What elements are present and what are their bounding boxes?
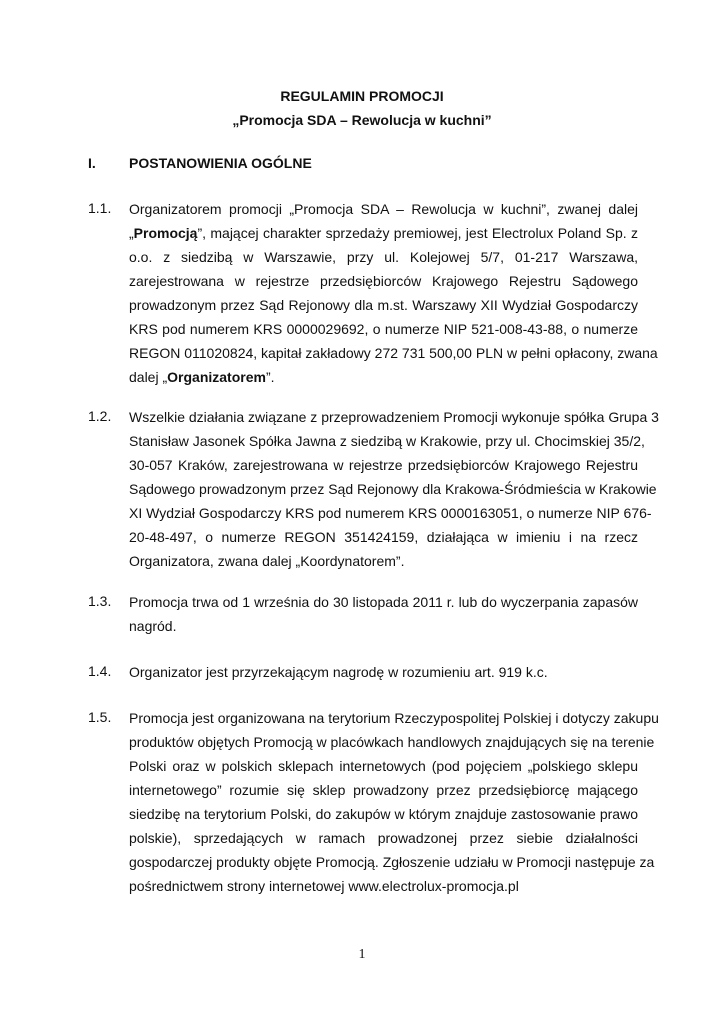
paragraph-line: 20-48-497, o numerze REGON 351424159, działająca w imieniu i na rzecz xyxy=(129,529,638,545)
paragraph-line: dalej „Organizatorem”. xyxy=(129,369,275,385)
paragraph-line: Sądowego prowadzonym przez Sąd Rejonowy dla Krakowa-Śródmieścia w Krakowie xyxy=(129,481,657,497)
paragraph-line: Stanisław Jasonek Spółka Jawna z siedzibą w Krakowie, przy ul. Chocimskiej 35/2, xyxy=(129,433,645,449)
paragraph-line: 30-057 Kraków, zarejestrowana w rejestrze przedsiębiorców Krajowego Rejestru xyxy=(129,457,638,473)
paragraph-line: Organizatorem promocji „Promocja SDA – Rewolucja w kuchni”, zwanej dalej xyxy=(129,201,638,217)
paragraph-line: o.o. z siedzibą w Warszawie, przy ul. Kolejowej 5/7, 01-217 Warszawa, xyxy=(129,249,638,265)
paragraph-1-5 xyxy=(88,709,659,901)
paragraph-line: Promocja trwa od 1 września do 30 listopada 2011 r. lub do wyczerpania zapasów xyxy=(129,594,638,610)
section-title: POSTANOWIENIA OGÓLNE xyxy=(129,155,312,171)
paragraph-line: KRS pod numerem KRS 0000029692, o numerze NIP 521-008-43-88, o numerze xyxy=(129,321,638,337)
paragraph-number: 1.5. xyxy=(88,709,112,725)
paragraph-line: Organizator jest przyrzekającym nagrodę w rozumieniu art. 919 k.c. xyxy=(129,664,548,680)
page-number: 1 xyxy=(358,947,366,962)
paragraph-line: Promocja jest organizowana na terytorium Rzeczypospolitej Polskiej i dotyczy zakupu xyxy=(129,710,659,726)
paragraph-1-2 xyxy=(88,408,659,576)
paragraph-line: gospodarczej produkty objęte Promocją. Zgłoszenie udziału w Promocji następuje za xyxy=(129,854,655,870)
section-number: I. xyxy=(88,155,96,171)
paragraph-line: nagród. xyxy=(129,618,177,634)
paragraph-line: polskie), sprzedających w ramach prowadzonej przez siebie działalności xyxy=(129,830,638,846)
section-heading xyxy=(88,155,312,171)
paragraph-1-4 xyxy=(88,663,638,687)
paragraph-1-3 xyxy=(88,593,638,641)
paragraph-line: REGON 011020824, kapitał zakładowy 272 731 500,00 PLN w pełni opłacony, zwana xyxy=(129,345,658,361)
paragraph-line: Organizatora, zwana dalej „Koordynatorem”. xyxy=(129,553,405,569)
paragraph-line: siedzibę na terytorium Polski, do zakupów w którym znajduje zastosowanie prawo xyxy=(129,806,638,822)
paragraph-number: 1.3. xyxy=(88,593,112,609)
document-subtitle: „Promocja SDA – Rewolucja w kuchni” xyxy=(232,112,492,128)
paragraph-number: 1.1. xyxy=(88,200,112,216)
paragraph-number: 1.2. xyxy=(88,408,112,424)
paragraph-line: pośrednictwem strony internetowej www.electrolux-promocja.pl xyxy=(129,878,519,894)
paragraph-line: XI Wydział Gospodarczy KRS pod numerem KRS 0000163051, o numerze NIP 676- xyxy=(129,505,652,521)
paragraph-number: 1.4. xyxy=(88,663,112,679)
paragraph-line: „Promocją”, mającej charakter sprzedaży premiowej, jest Electrolux Poland Sp. z xyxy=(129,225,638,241)
paragraph-line: Polski oraz w polskich sklepach internetowych (pod pojęciem „polskiego sklepu xyxy=(129,758,638,774)
paragraph-line: zarejestrowana w rejestrze przedsiębiorców Krajowego Rejestru Sądowego xyxy=(129,273,638,289)
paragraph-line: produktów objętych Promocją w placówkach handlowych znajdujących się na terenie xyxy=(129,734,655,750)
paragraph-line: prowadzonym przez Sąd Rejonowy dla m.st. Warszawy XII Wydział Gospodarczy xyxy=(129,297,638,313)
paragraph-line: Wszelkie działania związane z przeprowadzeniem Promocji wykonuje spółka Grupa 3 xyxy=(129,409,659,425)
paragraph-line: internetowego” rozumie się sklep prowadzony przez przedsiębiorcę mającego xyxy=(129,782,638,798)
paragraph-1-1 xyxy=(88,200,658,392)
document-title: REGULAMIN PROMOCJI xyxy=(280,88,444,104)
